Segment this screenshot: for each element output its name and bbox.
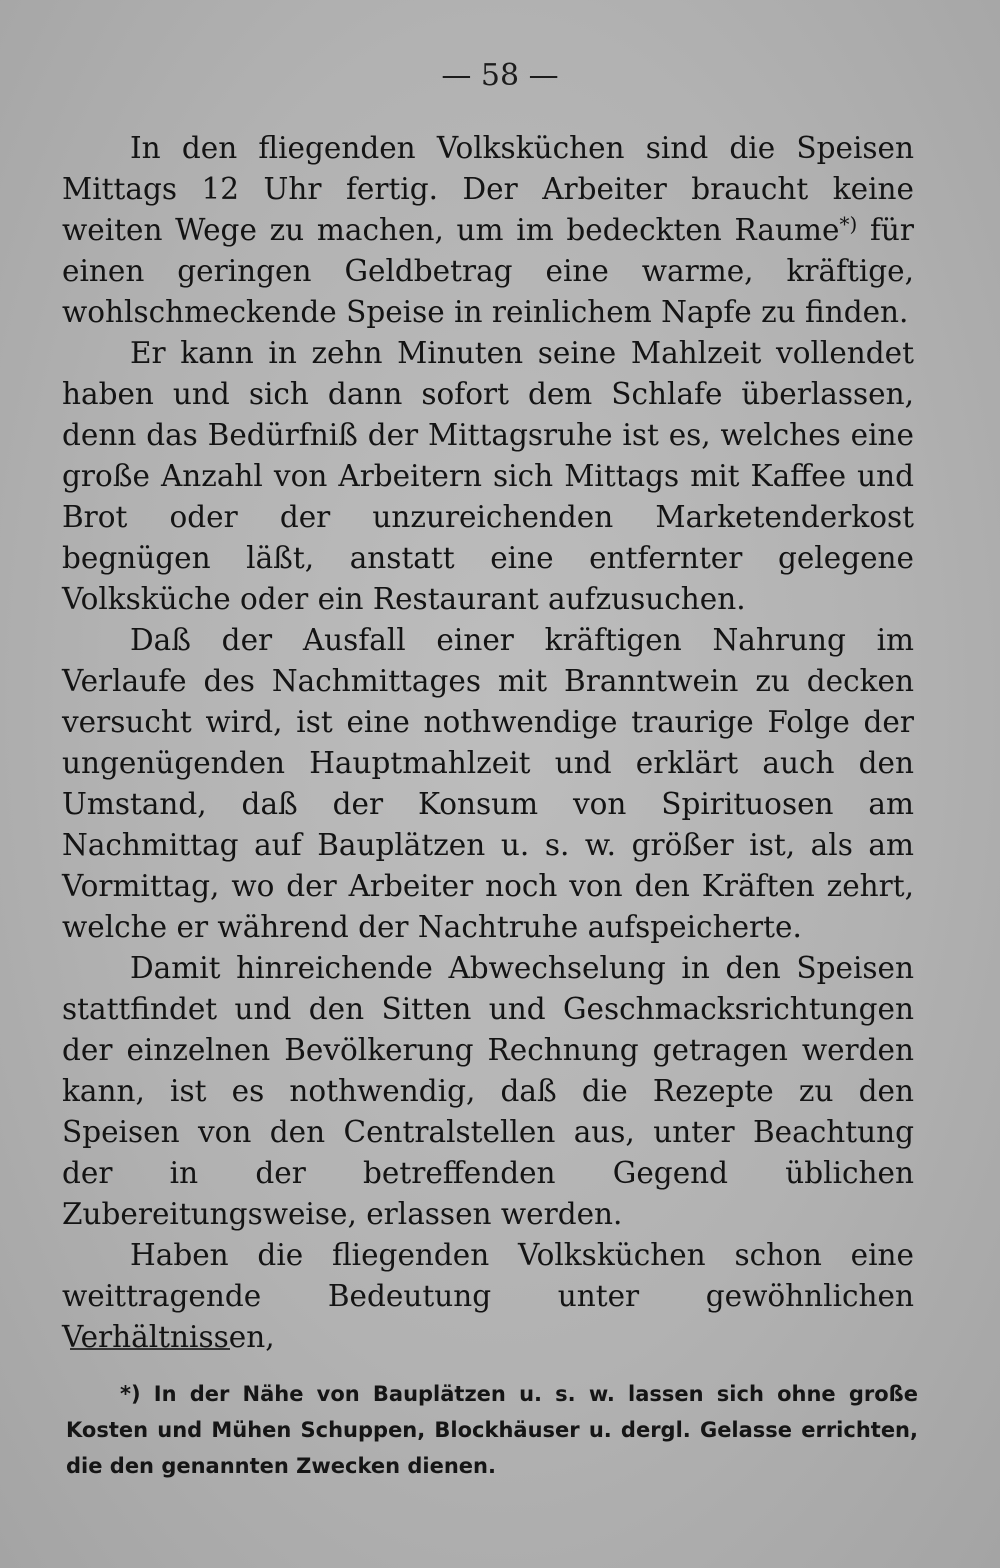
paragraph-5: Haben die fliegenden Volksküchen schon eine weittragende Bedeutung unter gewöhnlichen Verhältnissen, (62, 1238, 914, 1354)
paragraph-2: Er kann in zehn Minuten seine Mahlzeit vollendet haben und sich dann sofort dem Schlafe überlassen, denn das Bedürfniß der Mittagsruhe ist es, welches eine große Anzahl von Arbeitern sich Mittags mit Kaffee und Brot oder der unzureichenden Marketenderkost begnügen läßt, anstatt eine entfernter gelegene Volksküche oder ein Restaurant aufzusuchen. (62, 336, 914, 616)
paragraph-1-text-cont: für einen geringen Geldbetrag eine warme, kräftige, wohlschmeckende Speise in reinlichem Napfe zu finden. (62, 213, 915, 329)
paragraph-1 (62, 128, 914, 333)
footnote-reference-mark: *) (839, 212, 858, 236)
page-number: — 58 — (441, 58, 559, 93)
paragraph-3: Daß der Ausfall einer kräftigen Nahrung im Verlaufe des Nachmittages mit Branntwein zu decken versucht wird, ist eine nothwendige traurige Folge der ungenügenden Hauptmahlzeit und erklärt auch den Umstand, daß der Konsum von Spirituosen am Nachmittag auf Bauplätzen u. s. w. größer ist, als am Vormittag, wo der Arbeiter noch von den Kräften zehrt, welche er während der Nachtruhe aufspeicherte. (62, 623, 914, 944)
paragraph-1-text: In den fliegenden Volksküchen sind die Speisen Mittags 12 Uhr fertig. Der Arbeiter braucht keine weiten Wege zu machen, um im bedeckten Raume (62, 131, 914, 247)
body-text (62, 128, 914, 1358)
paragraph-4: Damit hinreichende Abwechselung in den Speisen stattfindet und den Sitten und Geschmacksrichtungen der einzelnen Bevölkerung Rechnung getragen werden kann, ist es nothwendig, daß die Rezepte zu den Speisen von den Centralstellen aus, unter Beachtung der in der betreffenden Gegend üblichen Zubereitungsweise, erlassen werden. (62, 951, 914, 1231)
footnote-divider (70, 1348, 230, 1350)
footnote-text: *) In der Nähe von Bauplätzen u. s. w. lassen sich ohne große Kosten und Mühen Schuppen, Blockhäuser u. dergl. Gelasse errichten, die den genannten Zwecken dienen. (66, 1382, 918, 1478)
footnote (66, 1376, 918, 1484)
